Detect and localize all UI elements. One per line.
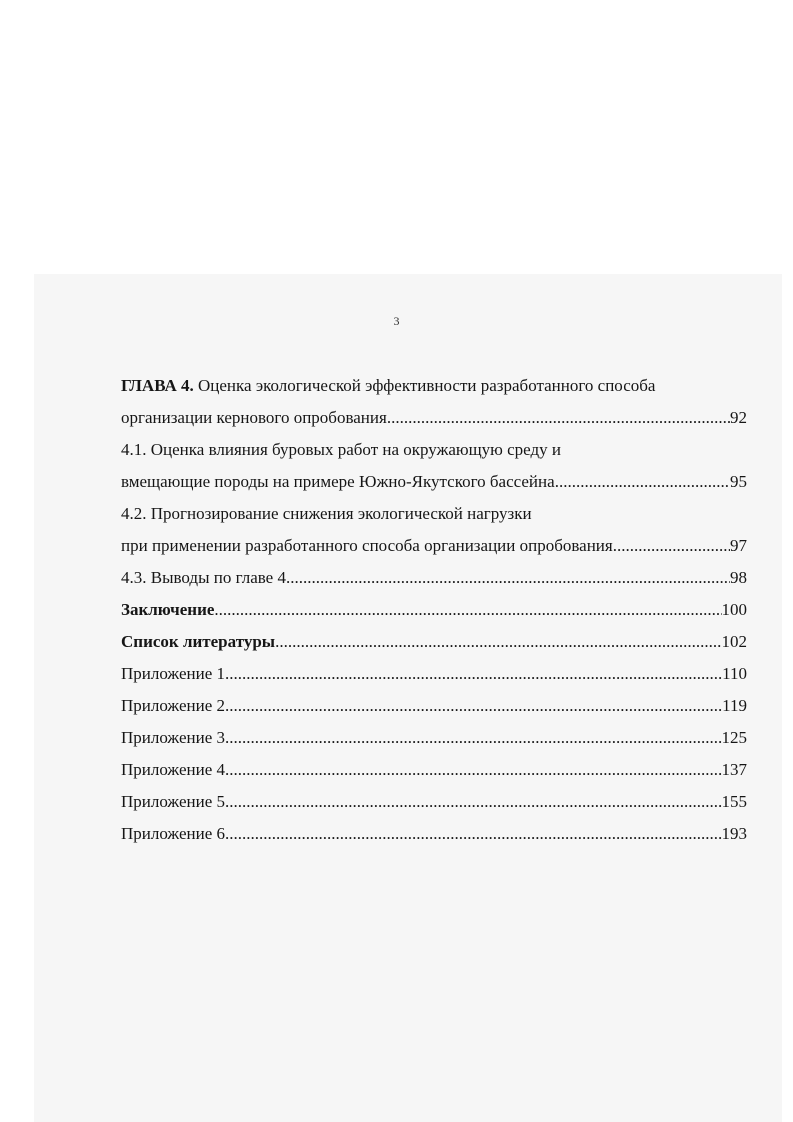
toc-conclusion-entry [121, 594, 747, 626]
toc-page-number: 119 [722, 696, 747, 715]
toc-appendix-entry [121, 690, 747, 722]
appendix-title: Приложение 5 [121, 792, 225, 811]
toc-page-number: 102 [721, 632, 747, 651]
leader-dots [225, 786, 722, 818]
appendix-title: Приложение 2 [121, 696, 225, 715]
appendix-title: Приложение 1 [121, 664, 225, 683]
leader-dots [225, 722, 722, 754]
toc-appendix-entry [121, 658, 747, 690]
appendix-title: Приложение 4 [121, 760, 225, 779]
toc-page-number: 98 [730, 568, 747, 587]
toc-appendix-entry [121, 786, 747, 818]
conclusion-title: Заключение [121, 600, 215, 619]
leader-dots [275, 626, 721, 658]
toc-page-number: 97 [730, 536, 747, 555]
leader-dots [555, 466, 730, 498]
leader-dots [225, 754, 722, 786]
leader-dots [225, 690, 722, 722]
toc-page-number: 193 [721, 824, 747, 843]
leader-dots [214, 594, 721, 626]
toc-page-number: 110 [722, 664, 747, 683]
toc-section-4-1-entry [121, 466, 747, 498]
toc-appendix-entry [121, 722, 747, 754]
chapter-title-line2: организации кернового опробования [121, 408, 387, 427]
table-of-contents [121, 370, 747, 850]
references-title: Список литературы [121, 632, 276, 651]
section-title-line2: вмещающие породы на примере Южно-Якутского бассейна [121, 472, 555, 491]
toc-chapter-4-entry [121, 402, 747, 434]
section-title-line2: при применении разработанного способа организации опробования [121, 536, 613, 555]
leader-dots [225, 658, 722, 690]
toc-section-4-3-entry [121, 562, 747, 594]
appendix-title: Приложение 6 [121, 824, 225, 843]
appendix-title: Приложение 3 [121, 728, 225, 747]
chapter-prefix: ГЛАВА 4. [121, 376, 194, 395]
toc-section-4-1-heading [121, 434, 747, 466]
toc-section-4-2-heading [121, 498, 747, 530]
toc-appendix-entry [121, 818, 747, 850]
toc-page-number: 92 [730, 408, 747, 427]
leader-dots [286, 562, 730, 594]
toc-page-number: 125 [721, 728, 747, 747]
section-title-line1: 4.1. Оценка влияния буровых работ на окружающую среду и [121, 440, 561, 459]
toc-chapter-4-heading [121, 370, 747, 402]
toc-page-number: 155 [721, 792, 747, 811]
toc-page-number: 100 [721, 600, 747, 619]
leader-dots [387, 402, 730, 434]
toc-section-4-2-entry [121, 530, 747, 562]
leader-dots [225, 818, 722, 850]
toc-page-number: 137 [721, 760, 747, 779]
leader-dots [613, 530, 730, 562]
page-number: 3 [393, 314, 400, 328]
toc-appendix-entry [121, 754, 747, 786]
toc-references-entry [121, 626, 747, 658]
section-title-line1: 4.2. Прогнозирование снижения экологической нагрузки [121, 504, 532, 523]
chapter-title-line1: Оценка экологической эффективности разработанного способа [198, 376, 656, 395]
toc-page-number: 95 [730, 472, 747, 491]
section-title: 4.3. Выводы по главе 4 [121, 568, 286, 587]
